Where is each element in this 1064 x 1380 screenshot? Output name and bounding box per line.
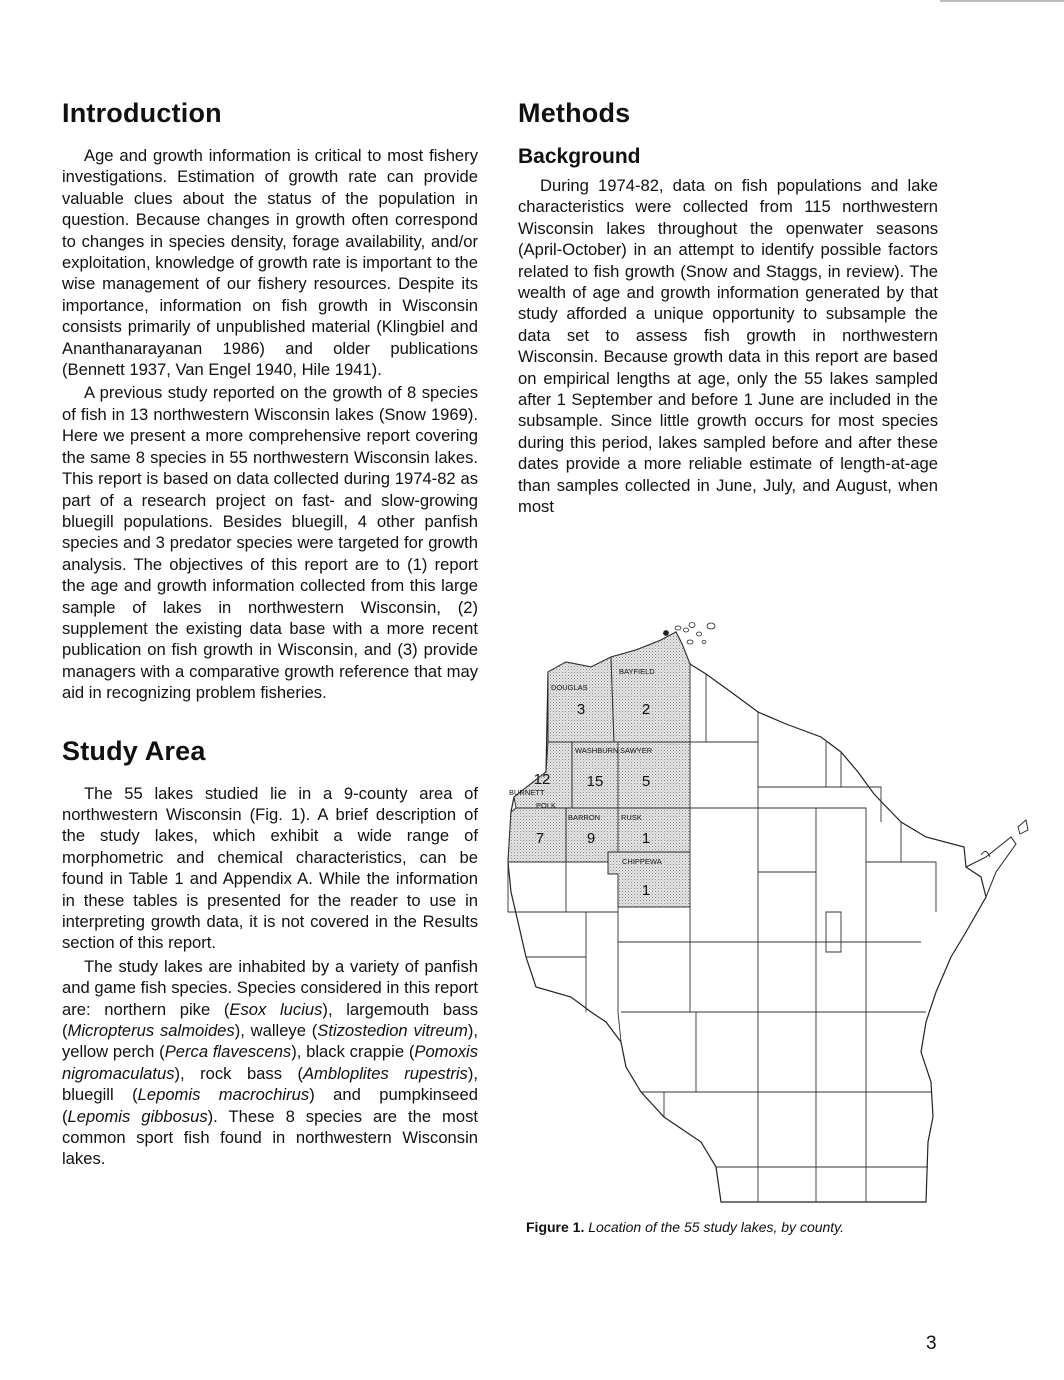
county-lake-count-sawyer: 5 [641,773,651,790]
background-paragraph: During 1974-82, data on fish populations and lake characteristics were collected from 115 northwestern Wisconsin lakes throughout the openwater seasons (April-October) in an attempt to identify possible factors related to fish growth (Snow and Staggs, in review). The wealth of age and growth information generated by that study afforded a unique opportunity to subsample the data set to assess fish growth in northwestern Wisconsin. Because growth data in this report are based on empirical lengths at age, only the 55 lakes sampled after 1 September and before 1 June are included in the subsample. Since little growth occurs for most species during this period, lakes sampled before and after these dates provide a more reliable estimate of length-at-age than samples collected in June, July, and August, when most [518,176,938,517]
county-name-chippewa: CHIPPEWA [622,857,662,866]
green-bay-islet [981,851,990,857]
background-subheading: Background [518,145,641,168]
county-lake-count-barron: 9 [586,830,596,847]
figure-caption [526,1219,946,1235]
species-text-run: ), largemouth bass ( [62,999,478,1041]
species-text-run: ), yellow perch ( [62,1021,478,1062]
species-latin-name: Lepomis gibbosus [67,1106,208,1126]
county-lake-count-washburn: 15 [586,773,604,790]
species-latin-name: Stizostedion vitreum [317,1021,468,1041]
county-lake-count-polk: 7 [535,830,545,847]
county-name-rusk: RUSK [621,813,642,822]
species-latin-name: Perca flavescens [164,1042,292,1062]
wisconsin-map-figure [496,612,1041,1217]
county-name-polk: POLK [536,801,557,810]
page-number: 3 [926,1333,937,1354]
wisconsin-county-map [496,612,1041,1217]
species-latin-name: Ambloplites rupestris [302,1063,468,1083]
county-lake-count-bayfield: 2 [641,701,651,718]
species-text-run: ), bluegill ( [62,1063,478,1105]
figure-caption-text: Location of the 55 study lakes, by county. [588,1219,845,1235]
species-text-run: ), rock bass ( [174,1063,303,1083]
species-latin-name: Micropterus salmoides [67,1021,235,1041]
species-text-run: ) and pumpkinseed ( [62,1085,478,1126]
left-column [62,98,478,1170]
study-area-heading: Study Area [62,735,206,766]
right-column [518,98,938,518]
study-area-paragraph-2 [62,956,478,1170]
washington-island [1018,820,1028,834]
top-edge-line [940,0,1064,2]
county-bayfield [611,632,690,742]
county-name-barron: BARRON [568,813,601,822]
introduction-heading: Introduction [62,98,222,128]
species-text-run: ), black crappie ( [291,1042,415,1062]
county-douglas [548,657,614,742]
county-name-washburn: WASHBURN [575,746,619,755]
species-latin-name: Pomoxis nigromaculatus [62,1042,479,1083]
county-lake-count-burnett: 12 [533,771,551,788]
county-lake-count-chippewa: 1 [641,882,651,899]
figure-label: Figure 1. [526,1219,585,1235]
species-latin-name: Esox lucius [229,999,323,1019]
introduction-paragraph-1: Age and growth information is critical to most fishery investigations. Estimation of growth rate can provide valuable clues about the status of the population in question. Because changes in growth often correspond to changes in species density, forage availability, and/or exploitation, knowledge of growth rate is important to the wise management of our fishery resources. Despite its importance, information on fish growth in Wisconsin consists primarily of unpublished material (Klingbiel and Ananthanarayanan 1986) and older publications (Bennett 1937, Van Engel 1940, Hile 1941). [62,146,478,380]
county-name-burnett: BURNETT [509,788,545,797]
species-text-run: ), walleye ( [234,1021,318,1041]
species-latin-name: Lepomis macrochirus [137,1085,310,1105]
county-name-bayfield: BAYFIELD [619,667,655,676]
county-name-douglas: DOUGLAS [551,683,588,692]
study-area-paragraph-1: The 55 lakes studied lie in a 9-county area of northwestern Wisconsin (Fig. 1). A brief description of the study lakes, which exhibit a wide range of morphometric and chemical characteristics, can be found in Table 1 and Appendix A. While the information in these tables is presented for the reader to use in interpreting growth data, it is not covered in the Results section of this report. [62,783,478,953]
county-name-sawyer: SAWYER [620,746,653,755]
species-text-run: The study lakes are inhabited by a variety of panfish and game fish species. Species considered in this report are: northern pike ( [62,956,478,1019]
methods-heading: Methods [518,98,631,128]
introduction-paragraph-2: A previous study reported on the growth of 8 species of fish in 13 northwestern Wisconsin lakes (Snow 1969). Here we present a more comprehensive report covering the same 8 species in 55 northwestern Wisconsin lakes. This report is based on data collected during 1974-82 as part of a research project on fast- and slow-growing bluegill populations. Besides bluegill, 4 other panfish species and 3 predator species were targeted for growth analysis. The objectives of this report are to (1) report the age and growth information collected from this large sample of lakes in northwestern Wisconsin, (2) supplement the existing data base with a more recent publication on fish growth in Wisconsin, and (3) provide managers with a comparative growth reference that may aid in recognizing problem fisheries. [62,383,478,703]
county-lake-count-rusk: 1 [641,830,651,847]
species-text-run: ). These 8 species are the most common sport fish found in northwestern Wisconsin lakes. [62,1106,478,1169]
county-lake-count-douglas: 3 [576,701,586,718]
